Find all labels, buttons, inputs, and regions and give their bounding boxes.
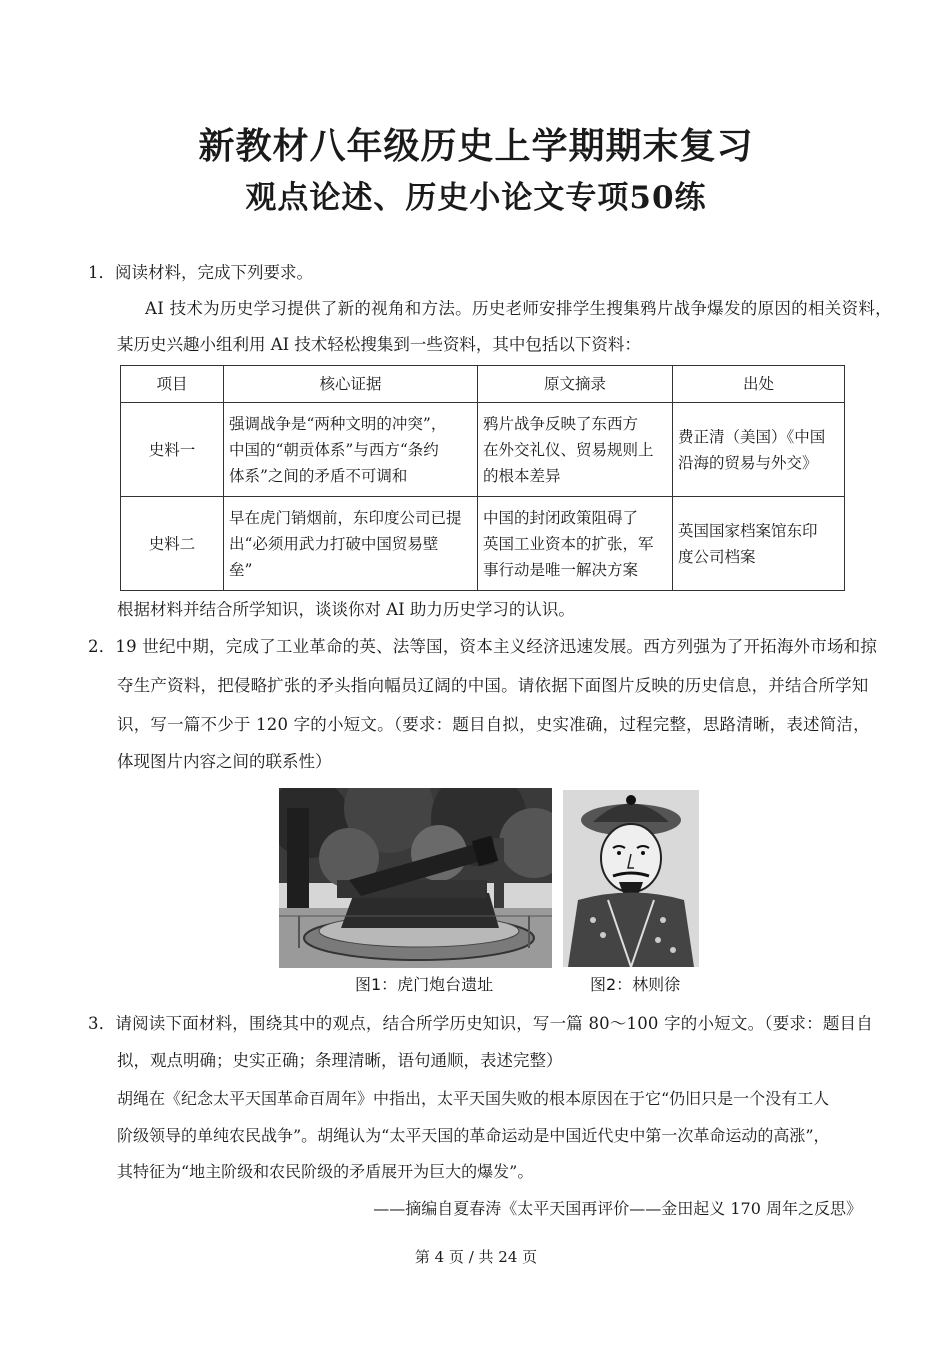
cell-line: 英国国家档案馆东印 — [678, 521, 818, 540]
figure1-caption: 图1：虎门炮台遗址 — [355, 975, 494, 994]
cell-line: 强调战争是“两种文明的冲突”， — [229, 414, 447, 433]
q3-source: ——摘编自夏春涛《太平天国再评价——金田起义 170 周年之反思》 — [373, 1199, 862, 1218]
cell-line: 费正清（美国）《中国 — [678, 427, 826, 446]
cell-line: 体系”之间的矛盾不可调和 — [229, 466, 408, 485]
q3-material-line1: 胡绳在《纪念太平天国革命百周年》中指出，太平天国失败的根本原因在于它“仍旧只是一个没有工人 — [117, 1089, 830, 1108]
cell-line: 事行动是唯一解决方案 — [483, 560, 639, 579]
material-table — [120, 365, 845, 591]
page-title: 新教材八年级历史上学期期末复习 — [198, 125, 754, 167]
table-row — [121, 497, 845, 591]
table-cell-evidence — [224, 403, 478, 497]
q1-task: 根据材料并结合所学知识，谈谈你对 AI 助力历史学习的认识。 — [117, 600, 575, 619]
lin-zexu-portrait — [563, 790, 699, 967]
table-header-cell: 核心证据 — [224, 366, 478, 403]
table-cell-source — [673, 403, 845, 497]
q3-material-line2: 阶级领导的单纯农民战争”。胡绳认为“太平天国的革命运动是中国近代史中第一次革命运动的高涨”， — [117, 1126, 830, 1145]
q2-line2: 夺生产资料，把侵略扩张的矛头指向幅员辽阔的中国。请依据下面图片反映的历史信息，并结合所学知 — [117, 676, 869, 695]
table-header-row — [121, 366, 845, 403]
q2-line1: 2．19 世纪中期，完成了工业革命的英、法等国，资本主义经济迅速发展。西方列强为了开拓海外市场和掠 — [88, 637, 878, 656]
q3-line1: 3．请阅读下面材料，围绕其中的观点，结合所学历史知识，写一篇 80～100 字的小短文。（要求：题目自 — [88, 1014, 873, 1033]
table-header-cell: 出处 — [673, 366, 845, 403]
figure2-caption: 图2：林则徐 — [590, 975, 681, 994]
table-cell-excerpt — [478, 497, 673, 591]
table-cell-item: 史料二 — [121, 497, 224, 591]
q1-paragraph-line1: AI 技术为历史学习提供了新的视角和方法。历史老师安排学生搜集鸦片战争爆发的原因的相关资料， — [145, 299, 892, 318]
cell-line: 中国的“朝贡体系”与西方“条约 — [229, 440, 439, 459]
q2-line3: 识，写一篇不少于 120 字的小短文。（要求：题目自拟，史实准确，过程完整，思路清晰，表述简洁， — [117, 715, 870, 734]
q1-paragraph-line2: 某历史兴趣小组利用 AI 技术轻松搜集到一些资料，其中包括以下资料： — [117, 335, 641, 354]
table-header-cell: 原文摘录 — [478, 366, 673, 403]
cell-line: 英国工业资本的扩张，军 — [483, 534, 654, 553]
q3-line2: 拟，观点明确；史实正确；条理清晰，语句通顺，表述完整） — [117, 1051, 563, 1070]
cell-line: 早在虎门销烟前，东印度公司已提 — [229, 508, 462, 527]
table-cell-evidence — [224, 497, 478, 591]
q1-lead: 1．阅读材料，完成下列要求。 — [88, 263, 313, 282]
cell-line: 度公司档案 — [678, 547, 756, 566]
cell-line: 沿海的贸易与外交》 — [678, 453, 818, 472]
page-number: 第 4 页 / 共 24 页 — [414, 1248, 538, 1266]
cell-line: 的根本差异 — [483, 466, 561, 485]
cell-line: 在外交礼仪、贸易规则上 — [483, 440, 654, 459]
table-header-cell: 项目 — [121, 366, 224, 403]
portrait-illustration — [563, 790, 699, 967]
cell-line: 鸦片战争反映了东西方 — [483, 414, 639, 433]
table-cell-source — [673, 497, 845, 591]
cannon-illustration — [279, 788, 552, 968]
cell-line: 中国的封闭政策阻碍了 — [483, 508, 639, 527]
page-subtitle: 观点论述、历史小论文专项50练 — [245, 180, 707, 216]
q2-line4: 体现图片内容之间的联系性） — [117, 752, 332, 771]
table-row — [121, 403, 845, 497]
cell-line: 垒” — [229, 560, 253, 579]
q3-material-line3: 其特征为“地主阶级和农民阶级的矛盾展开为巨大的爆发”。 — [117, 1162, 534, 1181]
table-cell-excerpt — [478, 403, 673, 497]
humen-fort-photo — [279, 788, 552, 968]
table-cell-item: 史料一 — [121, 403, 224, 497]
cell-line: 出“必须用武力打破中国贸易壁 — [229, 534, 439, 553]
